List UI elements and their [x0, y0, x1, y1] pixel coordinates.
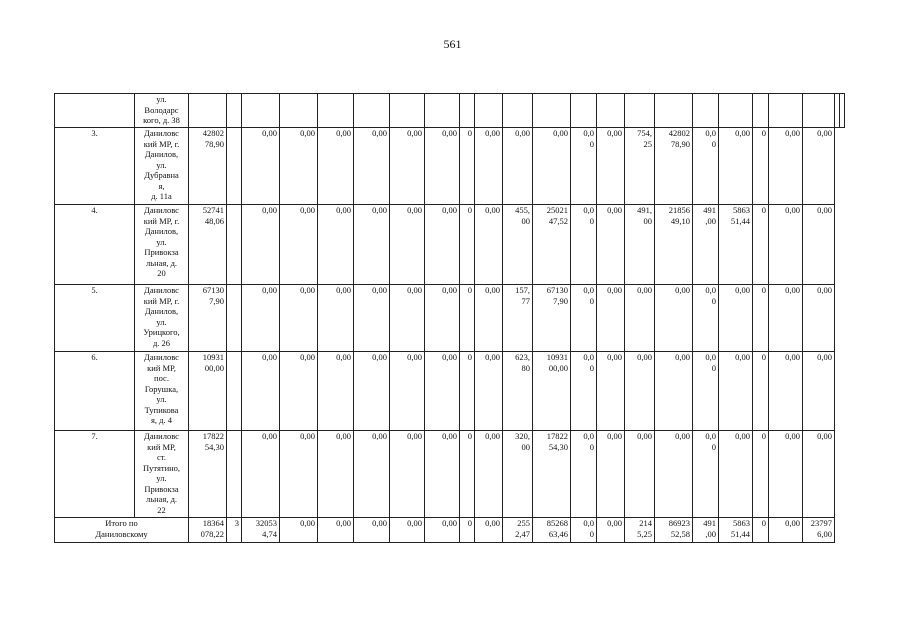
- table-cell: 0,00: [280, 352, 318, 431]
- table-cell: 0,00: [625, 352, 655, 431]
- table-cell: [655, 94, 693, 128]
- table-cell: 0,00: [803, 128, 835, 205]
- table-cell: 0: [460, 128, 475, 205]
- table-cell: 0,00: [390, 128, 425, 205]
- table-cell: 21856 49,10: [655, 205, 693, 285]
- table-cell: 17822 54,30: [533, 431, 571, 518]
- table-row: [55, 431, 845, 518]
- table-cell: 0,00: [354, 352, 390, 431]
- table-cell: 0,00: [803, 431, 835, 518]
- table-cell: 0,00: [425, 285, 460, 352]
- table-cell: Даниловс кий МР, ст. Путятино, ул. Привокза льная, д. 22: [135, 431, 189, 518]
- table-cell: [693, 94, 719, 128]
- table-cell: 0,00: [597, 352, 625, 431]
- table-cell: 0,00: [242, 128, 280, 205]
- table-cell: 0,00: [475, 285, 503, 352]
- table-cell: 0,00: [318, 205, 354, 285]
- table-cell: 5863 51,44: [719, 518, 753, 543]
- table-cell: 0,00: [242, 205, 280, 285]
- table-cell: 0,00: [318, 128, 354, 205]
- table-cell: 0,00: [597, 285, 625, 352]
- table-cell: Итого по Даниловскому: [55, 518, 189, 543]
- table-cell: [55, 94, 135, 128]
- table-cell: 0,00: [390, 431, 425, 518]
- table-cell: 0,00: [655, 352, 693, 431]
- table-cell: 0,00: [354, 205, 390, 285]
- table-cell: 67130 7,90: [533, 285, 571, 352]
- table-cell: [227, 205, 242, 285]
- table-cell: 0,0 0: [571, 431, 597, 518]
- table-cell: [597, 94, 625, 128]
- table-cell: 0: [460, 518, 475, 543]
- table-cell: 0,00: [803, 285, 835, 352]
- table-row: [55, 352, 845, 431]
- table-cell: 42802 78,90: [189, 128, 227, 205]
- table-cell: 3.: [55, 128, 135, 205]
- table-cell: 5.: [55, 285, 135, 352]
- table-cell: 255 2,47: [503, 518, 533, 543]
- table-cell: 0,00: [769, 205, 803, 285]
- page-number: 561: [443, 37, 462, 51]
- table-cell: 754, 25: [625, 128, 655, 205]
- table-cell: 0,00: [318, 352, 354, 431]
- report-table: [54, 93, 845, 543]
- table-cell: [227, 94, 242, 128]
- table-cell: 6.: [55, 352, 135, 431]
- table-cell: [803, 94, 835, 128]
- table-row: [55, 128, 845, 205]
- table-cell: 0,00: [719, 352, 753, 431]
- table-cell: 455, 00: [503, 205, 533, 285]
- table-cell: 0,00: [425, 518, 460, 543]
- table-cell: 0: [753, 205, 769, 285]
- table-cell: 0,00: [390, 352, 425, 431]
- table-cell: 0: [460, 205, 475, 285]
- table-cell: 85268 63,46: [533, 518, 571, 543]
- table-cell: 0,00: [280, 518, 318, 543]
- table-cell: 0,00: [354, 518, 390, 543]
- table-cell: [625, 94, 655, 128]
- table-row: [55, 205, 845, 285]
- table-cell: 0: [753, 352, 769, 431]
- table-cell: 86923 52,58: [655, 518, 693, 543]
- table-cell: 0,00: [769, 128, 803, 205]
- table-cell: 491 ,00: [693, 518, 719, 543]
- table-cell: 17822 54,30: [189, 431, 227, 518]
- table-cell: 0,0 0: [693, 128, 719, 205]
- table-cell: 4.: [55, 205, 135, 285]
- table-cell: [318, 94, 354, 128]
- table-cell: 0,00: [475, 352, 503, 431]
- table-cell: [390, 94, 425, 128]
- table-cell: 0,00: [354, 128, 390, 205]
- table-cell: 0,00: [318, 518, 354, 543]
- table-cell: Даниловс кий МР, пос. Горушка, ул. Тупикова я, д. 4: [135, 352, 189, 431]
- table-cell: 0: [753, 518, 769, 543]
- table-cell: 0,0 0: [571, 518, 597, 543]
- table-cell: 0,00: [475, 205, 503, 285]
- table-cell: 10931 00,00: [189, 352, 227, 431]
- table-cell: [227, 128, 242, 205]
- table-cell: 0,00: [280, 431, 318, 518]
- table-cell: [280, 94, 318, 128]
- table-cell: 42802 78,90: [655, 128, 693, 205]
- table-cell: 0,00: [803, 205, 835, 285]
- table-cell: 0,00: [425, 431, 460, 518]
- table-cell: 0,00: [390, 285, 425, 352]
- table-cell: 0,00: [242, 352, 280, 431]
- table-cell: ул. Володарс кого, д. 38: [135, 94, 189, 128]
- table-cell: 0,00: [803, 352, 835, 431]
- table-cell: 0,00: [318, 285, 354, 352]
- table-cell: 7.: [55, 431, 135, 518]
- table-cell: 0,00: [242, 285, 280, 352]
- table-cell: 214 5,25: [625, 518, 655, 543]
- table-cell: 0,00: [354, 285, 390, 352]
- table-cell: 0,00: [280, 128, 318, 205]
- table-cell: 0,0 0: [693, 352, 719, 431]
- table-cell: 0,00: [597, 518, 625, 543]
- table-cell: 0,00: [769, 285, 803, 352]
- table-cell: 0,00: [475, 431, 503, 518]
- table-cell: 0,00: [719, 128, 753, 205]
- table-cell: 5863 51,44: [719, 205, 753, 285]
- table-cell: [189, 94, 227, 128]
- table-cell: 0,00: [318, 431, 354, 518]
- table-cell: 0,00: [769, 518, 803, 543]
- table-cell: 10931 00,00: [533, 352, 571, 431]
- table-cell: 0,0 0: [693, 431, 719, 518]
- table-cell: 0,00: [625, 431, 655, 518]
- table-cell: 0,00: [390, 205, 425, 285]
- table-cell: [769, 94, 803, 128]
- table-cell: 3: [227, 518, 242, 543]
- table-cell: 0,00: [655, 285, 693, 352]
- table-cell: [533, 94, 571, 128]
- table-cell: 491 ,00: [693, 205, 719, 285]
- table-cell: [354, 94, 390, 128]
- table-cell: 320, 00: [503, 431, 533, 518]
- table-cell: 32053 4,74: [242, 518, 280, 543]
- table-cell: [425, 94, 460, 128]
- table-cell: [227, 285, 242, 352]
- table-cell: [503, 94, 533, 128]
- table-cell: [227, 431, 242, 518]
- table-cell: 0: [460, 285, 475, 352]
- table-cell: 0,00: [425, 352, 460, 431]
- table-cell: 0: [753, 285, 769, 352]
- table-cell: 0,0 0: [571, 352, 597, 431]
- table-cell: 0,0 0: [571, 128, 597, 205]
- table-body: [55, 94, 845, 543]
- table-cell: 0,0 0: [571, 205, 597, 285]
- table-cell: 0,00: [597, 431, 625, 518]
- table-cell: [227, 352, 242, 431]
- table-cell: 18364 078,22: [189, 518, 227, 543]
- table-cell: 0,0 0: [571, 285, 597, 352]
- table-cell: [242, 94, 280, 128]
- table-cell: Даниловс кий МР, г. Данилов, ул. Дубравна я, д. 11а: [135, 128, 189, 205]
- table-cell: [571, 94, 597, 128]
- table-cell: 0,00: [597, 205, 625, 285]
- table-cell: 157, 77: [503, 285, 533, 352]
- table-cell: [840, 94, 845, 128]
- table-cell: 0: [460, 352, 475, 431]
- table-cell: Даниловс кий МР, г. Данилов, ул. Привокза льная, д. 20: [135, 205, 189, 285]
- table-cell: 491, 00: [625, 205, 655, 285]
- table-cell: 0,00: [597, 128, 625, 205]
- table-cell: Даниловс кий МР, г. Данилов, ул. Урицкого, д. 26: [135, 285, 189, 352]
- table-cell: 0,00: [425, 128, 460, 205]
- table-cell: 0,00: [425, 205, 460, 285]
- table-cell: 25021 47,52: [533, 205, 571, 285]
- table-row: [55, 285, 845, 352]
- table-cell: 0,0 0: [693, 285, 719, 352]
- table-cell: 0: [753, 431, 769, 518]
- table-cell: 52741 48,06: [189, 205, 227, 285]
- table-cell: 0,00: [769, 431, 803, 518]
- table-cell: 0,00: [533, 128, 571, 205]
- table-cell: 0,00: [242, 431, 280, 518]
- table-cell: 0,00: [354, 431, 390, 518]
- table-cell: [460, 94, 475, 128]
- table-cell: 0: [753, 128, 769, 205]
- table-cell: 67130 7,90: [189, 285, 227, 352]
- total-row: [55, 518, 845, 543]
- table-cell: 0,00: [475, 518, 503, 543]
- table-cell: 623, 80: [503, 352, 533, 431]
- table-cell: [475, 94, 503, 128]
- table-cell: 0,00: [769, 352, 803, 431]
- table-cell: 23797 6,00: [803, 518, 835, 543]
- table-cell: 0,00: [719, 431, 753, 518]
- table-cell: 0,00: [719, 285, 753, 352]
- table-cell: 0,00: [390, 518, 425, 543]
- table-cell: 0,00: [655, 431, 693, 518]
- table-cell: [753, 94, 769, 128]
- table-row: [55, 94, 845, 128]
- table-cell: 0,00: [280, 205, 318, 285]
- table-cell: 0: [460, 431, 475, 518]
- table-cell: 0,00: [280, 285, 318, 352]
- table-cell: [719, 94, 753, 128]
- table-cell: 0,00: [625, 285, 655, 352]
- table-cell: 0,00: [475, 128, 503, 205]
- table-cell: 0,00: [503, 128, 533, 205]
